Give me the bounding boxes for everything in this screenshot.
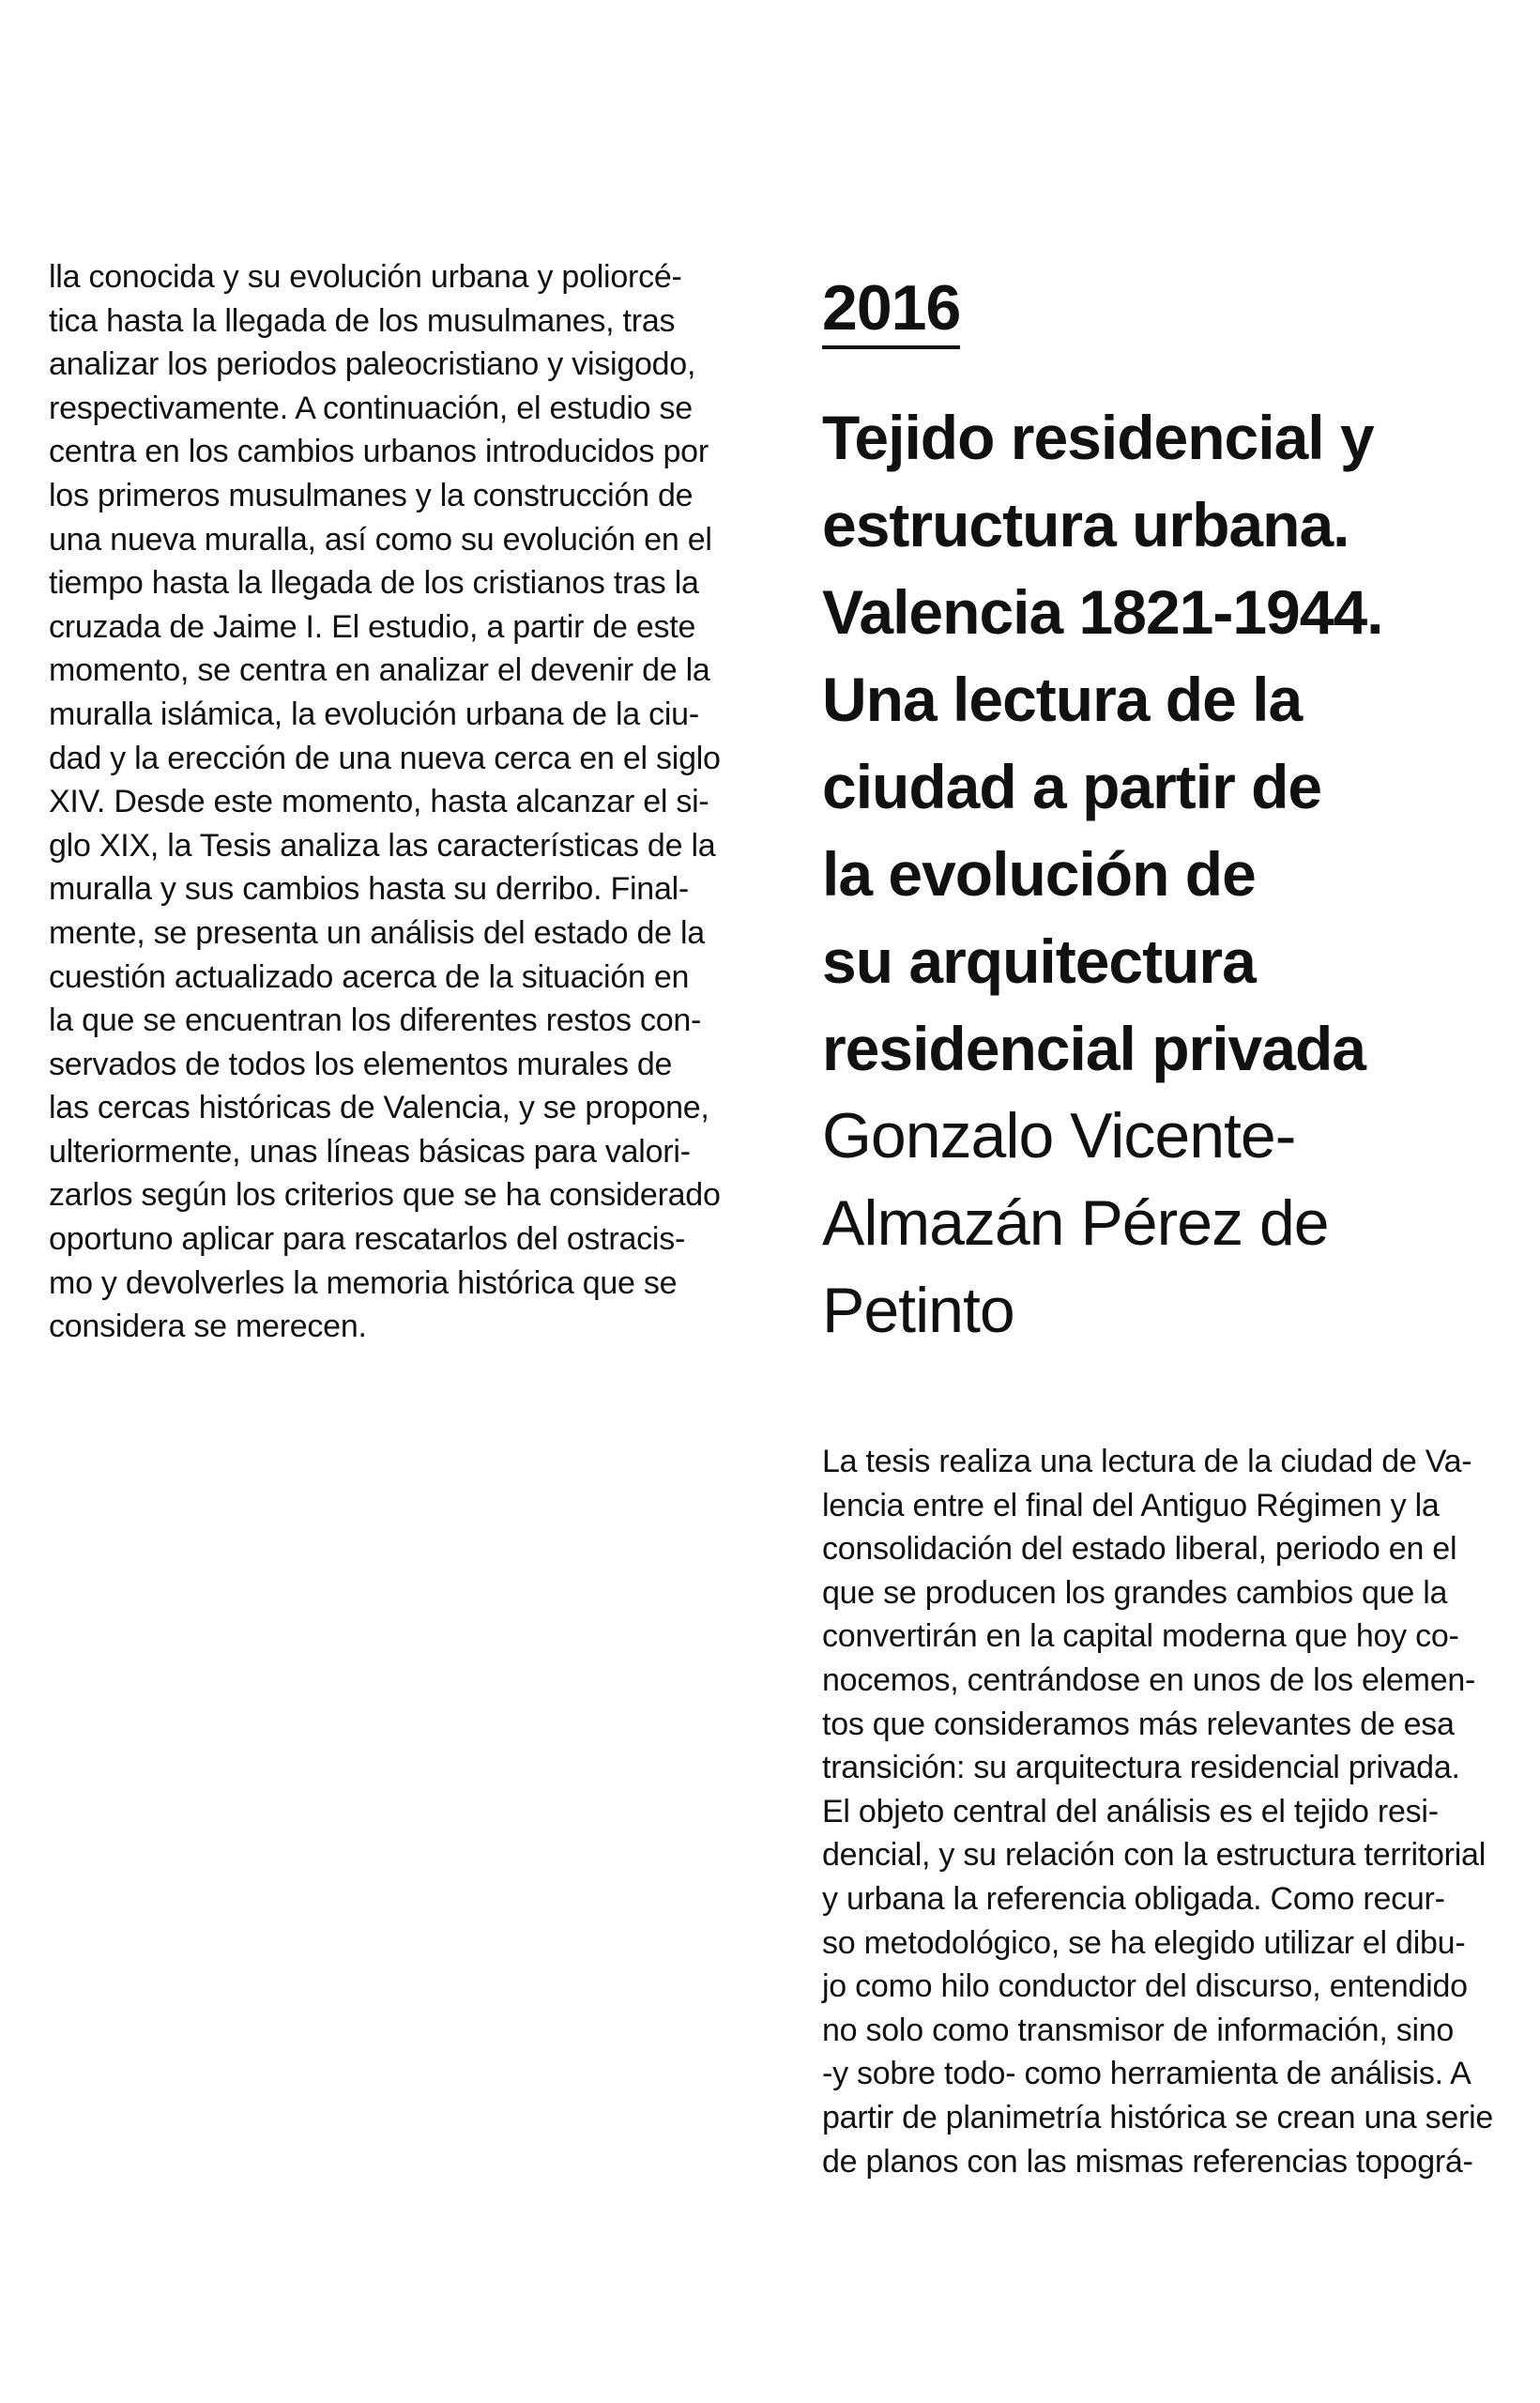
abstract-line: -y sobre todo- como herramienta de análisis. A [822,2056,1471,2092]
body-text-line: mente, se presenta un análisis del estado de la [49,914,705,951]
body-text-line: zarlos según los criterios que se ha considerado [49,1177,721,1214]
body-text-line: momento, se centra en analizar el devenir de la [49,652,710,689]
abstract-line: y urbana la referencia obligada. Como recur- [822,1880,1445,1917]
body-text-line: glo XIX, la Tesis analiza las características de la [49,827,716,864]
author-line: Petinto [822,1275,1014,1346]
body-text-line: tica hasta la llegada de los musulmanes, tras [49,302,676,339]
abstract-line: que se producen los grandes cambios que la [822,1574,1448,1611]
body-text-line: tiempo hasta la llegada de los cristianos tras la [49,565,699,602]
abstract-line: no solo como transmisor de información, sino [822,2012,1455,2048]
title-line: la evolución de [822,839,1256,909]
body-text-line: cuestión actualizado acerca de la situación en [49,958,690,995]
body-text-line: una nueva muralla, así como su evolución en el [49,521,712,558]
body-text-line: centra en los cambios urbanos introducidos por [49,434,709,470]
abstract-line: tos que consideramos más relevantes de esa [822,1706,1455,1742]
title-line: residencial privada [822,1014,1365,1083]
title-line: ciudad a partir de [822,752,1322,821]
thesis-abstract [822,1440,1507,2183]
body-text-line: considera se merecen. [49,1309,367,1345]
body-text-line: dad y la erección de una nueva cerca en el siglo [49,740,721,776]
abstract-line: transición: su arquitectura residencial privada. [822,1750,1460,1786]
thesis-entry-header [822,272,1498,1355]
body-text-line: servados de todos los elementos murales de [49,1046,673,1082]
title-line: estructura urbana. [822,490,1349,559]
author-line: Gonzalo Vicente- [822,1100,1296,1171]
abstract-line: de planos con las mismas referencias topográ- [822,2143,1473,2180]
body-text-line: oportuno aplicar para rescatarlos del ostracis- [49,1221,686,1258]
body-text-line: muralla islámica, la evolución urbana de la ciu- [49,696,699,732]
abstract-line: so metodológico, se ha elegido utilizar el dibu- [822,1924,1466,1961]
body-text-line: los primeros musulmanes y la construcción de [49,477,694,513]
title-line: Valencia 1821-1944. [822,577,1383,647]
author-line: Almazán Pérez de [822,1187,1329,1259]
abstract-line: El objeto central del análisis es el tejido resi- [822,1793,1439,1829]
abstract-line: lencia entre el final del Antiguo Régimen y la [822,1487,1440,1523]
body-text-line: lla conocida y su evolución urbana y poliorcé- [49,259,682,295]
previous-abstract-continuation [49,255,734,1349]
abstract-line: nocemos, centrándose en unos de los elemen- [822,1661,1476,1698]
body-text-line: mo y devolverles la memoria histórica que se [49,1264,678,1301]
abstract-line: convertirán en la capital moderna que hoy co- [822,1618,1459,1655]
body-text-line: ulteriormente, unas líneas básicas para valori- [49,1133,691,1170]
title-line: Tejido residencial y [822,403,1374,472]
abstract-line: jo como hilo conductor del discurso, entendido [822,1968,1468,2005]
body-text-line: las cercas históricas de Valencia, y se propone, [49,1090,709,1126]
body-text-line: la que se encuentran los diferentes restos con- [49,1003,702,1039]
abstract-line: partir de planimetría histórica se crean una serie [822,2099,1494,2135]
thesis-title [822,394,1498,1093]
abstract-line: consolidación del estado liberal, periodo en el [822,1531,1457,1568]
abstract-line: dencial, y su relación con la estructura territorial [822,1837,1486,1874]
body-text-line: cruzada de Jaime I. El estudio, a partir de este [49,608,696,645]
thesis-author [822,1093,1498,1355]
title-line: su arquitectura [822,926,1256,996]
entry-year: 2016 [822,272,960,349]
body-text-line: XIV. Desde este momento, hasta alcanzar el si- [49,784,709,820]
body-text-line: analizar los periodos paleocristiano y visigodo, [49,346,696,383]
abstract-line: La tesis realiza una lectura de la ciudad de Va- [822,1444,1472,1479]
body-text-line: respectivamente. A continuación, el estudio se [49,390,693,426]
body-text-line: muralla y sus cambios hasta su derribo. Final- [49,871,689,908]
title-line: Una lectura de la [822,665,1303,734]
